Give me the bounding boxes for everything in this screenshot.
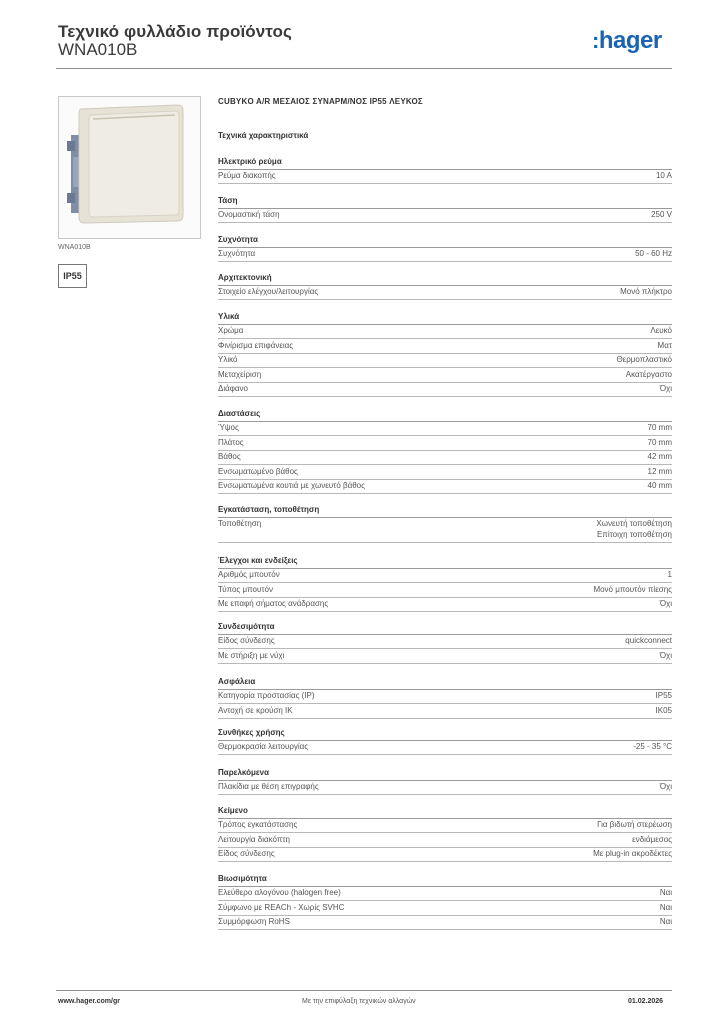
spec-row — [218, 422, 672, 436]
spec-value: IK05 — [655, 705, 672, 715]
spec-row — [218, 466, 672, 480]
footer-website: www.hager.com/gr — [58, 998, 120, 1005]
spec-label: Τύπος μπουτόν — [218, 584, 273, 594]
spec-label: Τρόπος εγκατάστασης — [218, 820, 298, 829]
spec-value: -25 - 35 °C — [633, 742, 672, 751]
spec-label: Ενσωματωμένο βάθος — [218, 466, 298, 476]
spec-row — [218, 635, 672, 649]
spec-label: Μεταχείριση — [218, 369, 262, 379]
product-name: CUBYKO A/R ΜΕΣΑΙΟΣ ΣΥΝΑΡΜ/ΝΟΣ IP55 ΛΕΥΚΟΣ — [218, 97, 423, 106]
spec-label: Στοιχείο ελέγχου/λειτουργίας — [218, 287, 319, 296]
spec-label: Σύμφωνο με REACh - Χωρίς SVHC — [218, 902, 345, 912]
ip-rating-badge: IP55 — [58, 264, 87, 288]
footer-date: 01.02.2026 — [628, 998, 664, 1005]
spec-value: Με plug-in ακροδέκτες — [593, 849, 672, 859]
spec-row — [218, 451, 672, 465]
spec-row — [218, 690, 672, 704]
spec-row — [218, 209, 672, 223]
section-title: Αρχιτεκτονική — [218, 273, 672, 286]
spec-row — [218, 354, 672, 368]
spec-label: Με επαφή σήματος ανάδρασης — [218, 599, 329, 609]
spec-row — [218, 834, 672, 848]
section-title: Βιωσιμότητα — [218, 874, 672, 887]
spec-value: Όχι — [659, 650, 672, 660]
image-caption: WNA010B — [58, 244, 91, 251]
spec-row — [218, 569, 672, 583]
spec-label: Είδος σύνδεσης — [218, 636, 275, 645]
footer-divider — [56, 990, 672, 991]
section-title: Συχνότητα — [218, 235, 672, 248]
section-title: Παρελκόμενα — [218, 768, 672, 781]
spec-value: IP55 — [655, 691, 672, 700]
spec-label: Θερμοκρασία λειτουργίας — [218, 742, 309, 751]
spec-value: 1 — [667, 570, 672, 579]
spec-label: Φινίρισμα επιφάνειας — [218, 340, 294, 350]
spec-row — [218, 369, 672, 383]
spec-value: 50 - 60 Hz — [635, 249, 672, 258]
section-title: Εγκατάσταση, τοποθέτηση — [218, 505, 672, 518]
spec-row — [218, 437, 672, 451]
section-title: Διαστάσεις — [218, 409, 672, 422]
spec-label: Χρώμα — [218, 326, 244, 335]
spec-label: Ενσωματωμένα κουτιά με χωνευτό βάθος — [218, 481, 365, 491]
section-title: Ηλεκτρικό ρεύμα — [218, 157, 672, 170]
spec-label: Διάφανο — [218, 384, 249, 394]
section-title: Κείμενο — [218, 806, 672, 819]
spec-row — [218, 383, 672, 397]
spec-value: Λευκό — [650, 326, 672, 335]
spec-value: Όχι — [659, 384, 672, 394]
spec-row — [218, 480, 672, 494]
spec-row — [218, 584, 672, 598]
spec-value: Ακατέργαστο — [625, 369, 672, 379]
spec-label: Υλικό — [218, 355, 238, 365]
spec-value: quickconnect — [625, 636, 672, 645]
spec-row — [218, 325, 672, 339]
section-title: Συνδεσιμότητα — [218, 622, 672, 635]
spec-value: 70 mm — [647, 423, 672, 432]
spec-label: Με στήριξη με νύχι — [218, 650, 285, 660]
logo-text: hager — [598, 27, 662, 54]
spec-value: 70 mm — [647, 437, 672, 447]
specs-heading: Τεχνικά χαρακτηριστικά — [218, 131, 309, 140]
spec-row — [218, 650, 672, 664]
spec-label: Ονομαστική τάση — [218, 210, 280, 219]
spec-row — [218, 741, 672, 755]
spec-row — [218, 819, 672, 833]
spec-label: Κατηγορία προστασίας (IP) — [218, 691, 315, 700]
spec-row — [218, 248, 672, 262]
spec-value: Μονό πλήκτρο — [620, 287, 672, 296]
spec-row — [218, 286, 672, 300]
spec-row — [218, 705, 672, 719]
spec-value: 10 A — [655, 171, 672, 180]
spec-value: 250 V — [651, 210, 672, 219]
section-title: Συνθήκες χρήσης — [218, 728, 672, 741]
spec-label: Αριθμός μπουτόν — [218, 570, 280, 579]
spec-row — [218, 170, 672, 184]
spec-row — [218, 887, 672, 901]
spec-label: Ρεύμα διακοπής — [218, 171, 276, 180]
spec-label: Πλάτος — [218, 437, 244, 447]
spec-value: Θερμοπλαστικό — [616, 355, 672, 365]
spec-label: Ύψος — [218, 423, 239, 432]
spec-row — [218, 916, 672, 930]
spec-label: Βάθος — [218, 452, 241, 462]
spec-row — [218, 598, 672, 612]
spec-label: Αντοχή σε κρούση IK — [218, 705, 293, 715]
product-code: WNA010B — [58, 40, 138, 59]
section-title: Τάση — [218, 196, 672, 209]
spec-label: Είδος σύνδεσης — [218, 849, 275, 859]
spec-value: Χωνευτή τοποθέτηση Επίτοιχη τοποθέτηση — [596, 519, 672, 539]
footer-notice: Με την επιφύλαξη τεχνικών αλλαγών — [302, 998, 416, 1005]
document-title: Τεχνικό φυλλάδιο προϊόντος — [58, 22, 292, 41]
spec-row — [218, 340, 672, 354]
hager-logo: :hager — [592, 27, 662, 54]
spec-value: 40 mm — [647, 481, 672, 491]
spec-label: Τοποθέτηση — [218, 519, 262, 528]
spec-value: ενδιάμεσος — [632, 834, 672, 844]
spec-row — [218, 781, 672, 795]
spec-value: 42 mm — [647, 452, 672, 462]
section-title: Έλεγχοι και ενδείξεις — [218, 556, 672, 569]
spec-label: Λειτουργία διακόπτη — [218, 834, 290, 844]
spec-row — [218, 902, 672, 916]
spec-value: 12 mm — [647, 466, 672, 476]
spec-value: Ναι — [659, 917, 672, 927]
section-title: Υλικά — [218, 312, 672, 325]
section-title: Ασφάλεια — [218, 677, 672, 690]
spec-label: Ελεύθερο αλογόνου (halogen free) — [218, 888, 341, 897]
spec-value: Ματ — [657, 340, 672, 350]
spec-row — [218, 848, 672, 862]
spec-label: Συμμόρφωση RoHS — [218, 917, 290, 927]
spec-value: Ναι — [659, 888, 672, 897]
spec-label: Πλακίδια με θέση επιγραφής — [218, 782, 319, 791]
spec-row — [218, 518, 672, 543]
spec-value: Για βιδωτή στερέωση — [597, 820, 672, 829]
spec-value: Όχι — [659, 782, 672, 791]
spec-value: Μονό μπουτόν πίεσης — [593, 584, 672, 594]
spec-value: Ναι — [659, 902, 672, 912]
spec-label: Συχνότητα — [218, 249, 256, 258]
spec-value: Όχι — [659, 599, 672, 609]
